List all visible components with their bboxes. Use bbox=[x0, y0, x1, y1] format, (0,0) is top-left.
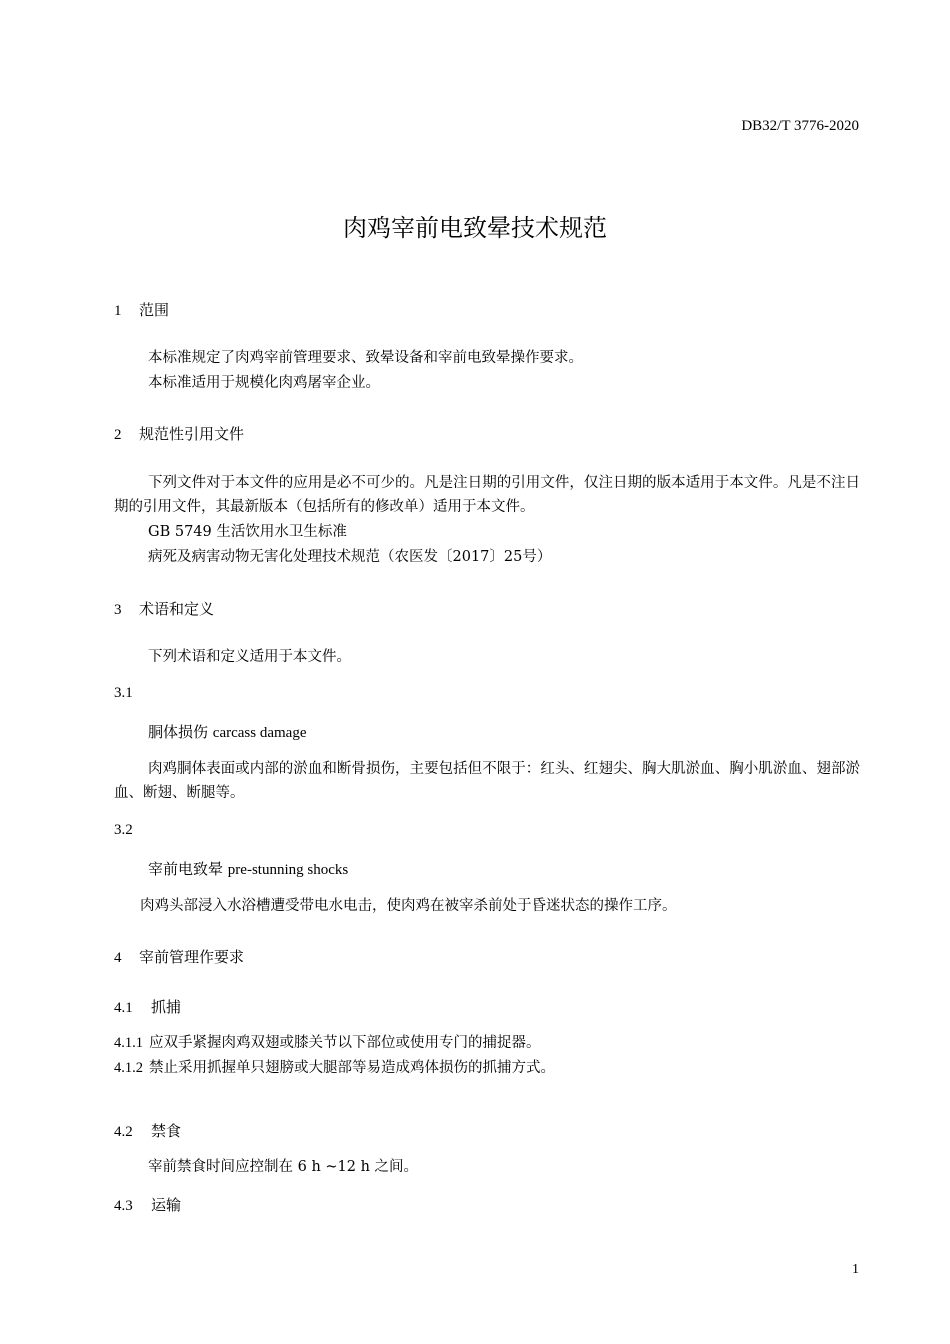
subsection-number: 4.3 bbox=[114, 1198, 133, 1214]
subsection-title: 运输 bbox=[151, 1196, 182, 1214]
page-title: 肉鸡宰前电致晕技术规范 bbox=[343, 214, 607, 242]
clause-item bbox=[114, 1056, 555, 1077]
section-heading-normative-references bbox=[114, 423, 244, 444]
section-number: 2 bbox=[114, 427, 122, 443]
subsection-heading-fasting bbox=[114, 1120, 181, 1141]
term-number: 3.1 bbox=[114, 685, 133, 701]
term-number: 3.2 bbox=[114, 822, 133, 838]
term-english: carcass damage bbox=[212, 725, 307, 741]
paragraph: 本标准适用于规模化肉鸡屠宰企业。 bbox=[148, 375, 380, 391]
term-chinese: 胴体损伤 bbox=[148, 723, 209, 741]
reference-item: GB 5749 生活饮用水卫生标准 bbox=[148, 524, 347, 540]
section-title: 范围 bbox=[139, 301, 170, 319]
clause-text: 禁止采用抓握单只翅膀或大腿部等易造成鸡体损伤的抓捕方式。 bbox=[149, 1060, 555, 1076]
clause-item bbox=[114, 1031, 541, 1052]
clause-number: 4.1.2 bbox=[114, 1060, 143, 1076]
term-definition: 肉鸡胴体表面或内部的淤血和断骨损伤，主要包括但不限于：红头、红翅尖、胸大肌淤血、胸小肌淤血、翅部淤血、断翅、断腿等。 bbox=[114, 761, 860, 801]
section-heading-terms bbox=[114, 598, 214, 619]
subsection-title: 抓捕 bbox=[151, 998, 182, 1016]
section-number: 3 bbox=[114, 602, 122, 618]
page-number: 1 bbox=[852, 1262, 859, 1277]
term-entry bbox=[148, 858, 348, 879]
section-number: 1 bbox=[114, 303, 122, 319]
subsection-number: 4.1 bbox=[114, 1000, 133, 1016]
document-code: DB32/T 3776-2020 bbox=[741, 118, 859, 134]
term-definition: 肉鸡头部浸入水浴槽遭受带电水电击，使肉鸡在被宰杀前处于昏迷状态的操作工序。 bbox=[140, 898, 677, 914]
term-chinese: 宰前电致晕 bbox=[148, 860, 224, 878]
term-english: pre-stunning shocks bbox=[227, 862, 349, 878]
reference-item: 病死及病害动物无害化处理技术规范（农医发〔2017〕25号） bbox=[148, 549, 552, 565]
section-title: 术语和定义 bbox=[139, 600, 215, 618]
paragraph: 本标准规定了肉鸡宰前管理要求、致晕设备和宰前电致晕操作要求。 bbox=[148, 350, 583, 366]
section-heading-pre-slaughter bbox=[114, 946, 244, 967]
subsection-heading-catching bbox=[114, 996, 181, 1017]
section-heading-scope bbox=[114, 299, 169, 320]
subsection-number: 4.2 bbox=[114, 1124, 133, 1140]
subsection-heading-transport bbox=[114, 1194, 181, 1215]
section-title: 宰前管理作要求 bbox=[139, 948, 245, 966]
paragraph: 下列文件对于本文件的应用是必不可少的。凡是注日期的引用文件，仅注日期的版本适用于本文件。凡是不注日期的引用文件，其最新版本（包括所有的修改单）适用于本文件。 bbox=[114, 475, 860, 515]
section-number: 4 bbox=[114, 950, 122, 966]
clause-text: 应双手紧握肉鸡双翅或膝关节以下部位或使用专门的捕捉器。 bbox=[149, 1035, 541, 1051]
paragraph: 下列术语和定义适用于本文件。 bbox=[148, 649, 351, 665]
section-title: 规范性引用文件 bbox=[139, 425, 245, 443]
clause-number: 4.1.1 bbox=[114, 1035, 143, 1051]
paragraph: 宰前禁食时间应控制在 6 h ~12 h 之间。 bbox=[148, 1159, 419, 1175]
term-entry bbox=[148, 721, 307, 742]
subsection-title: 禁食 bbox=[151, 1122, 182, 1140]
